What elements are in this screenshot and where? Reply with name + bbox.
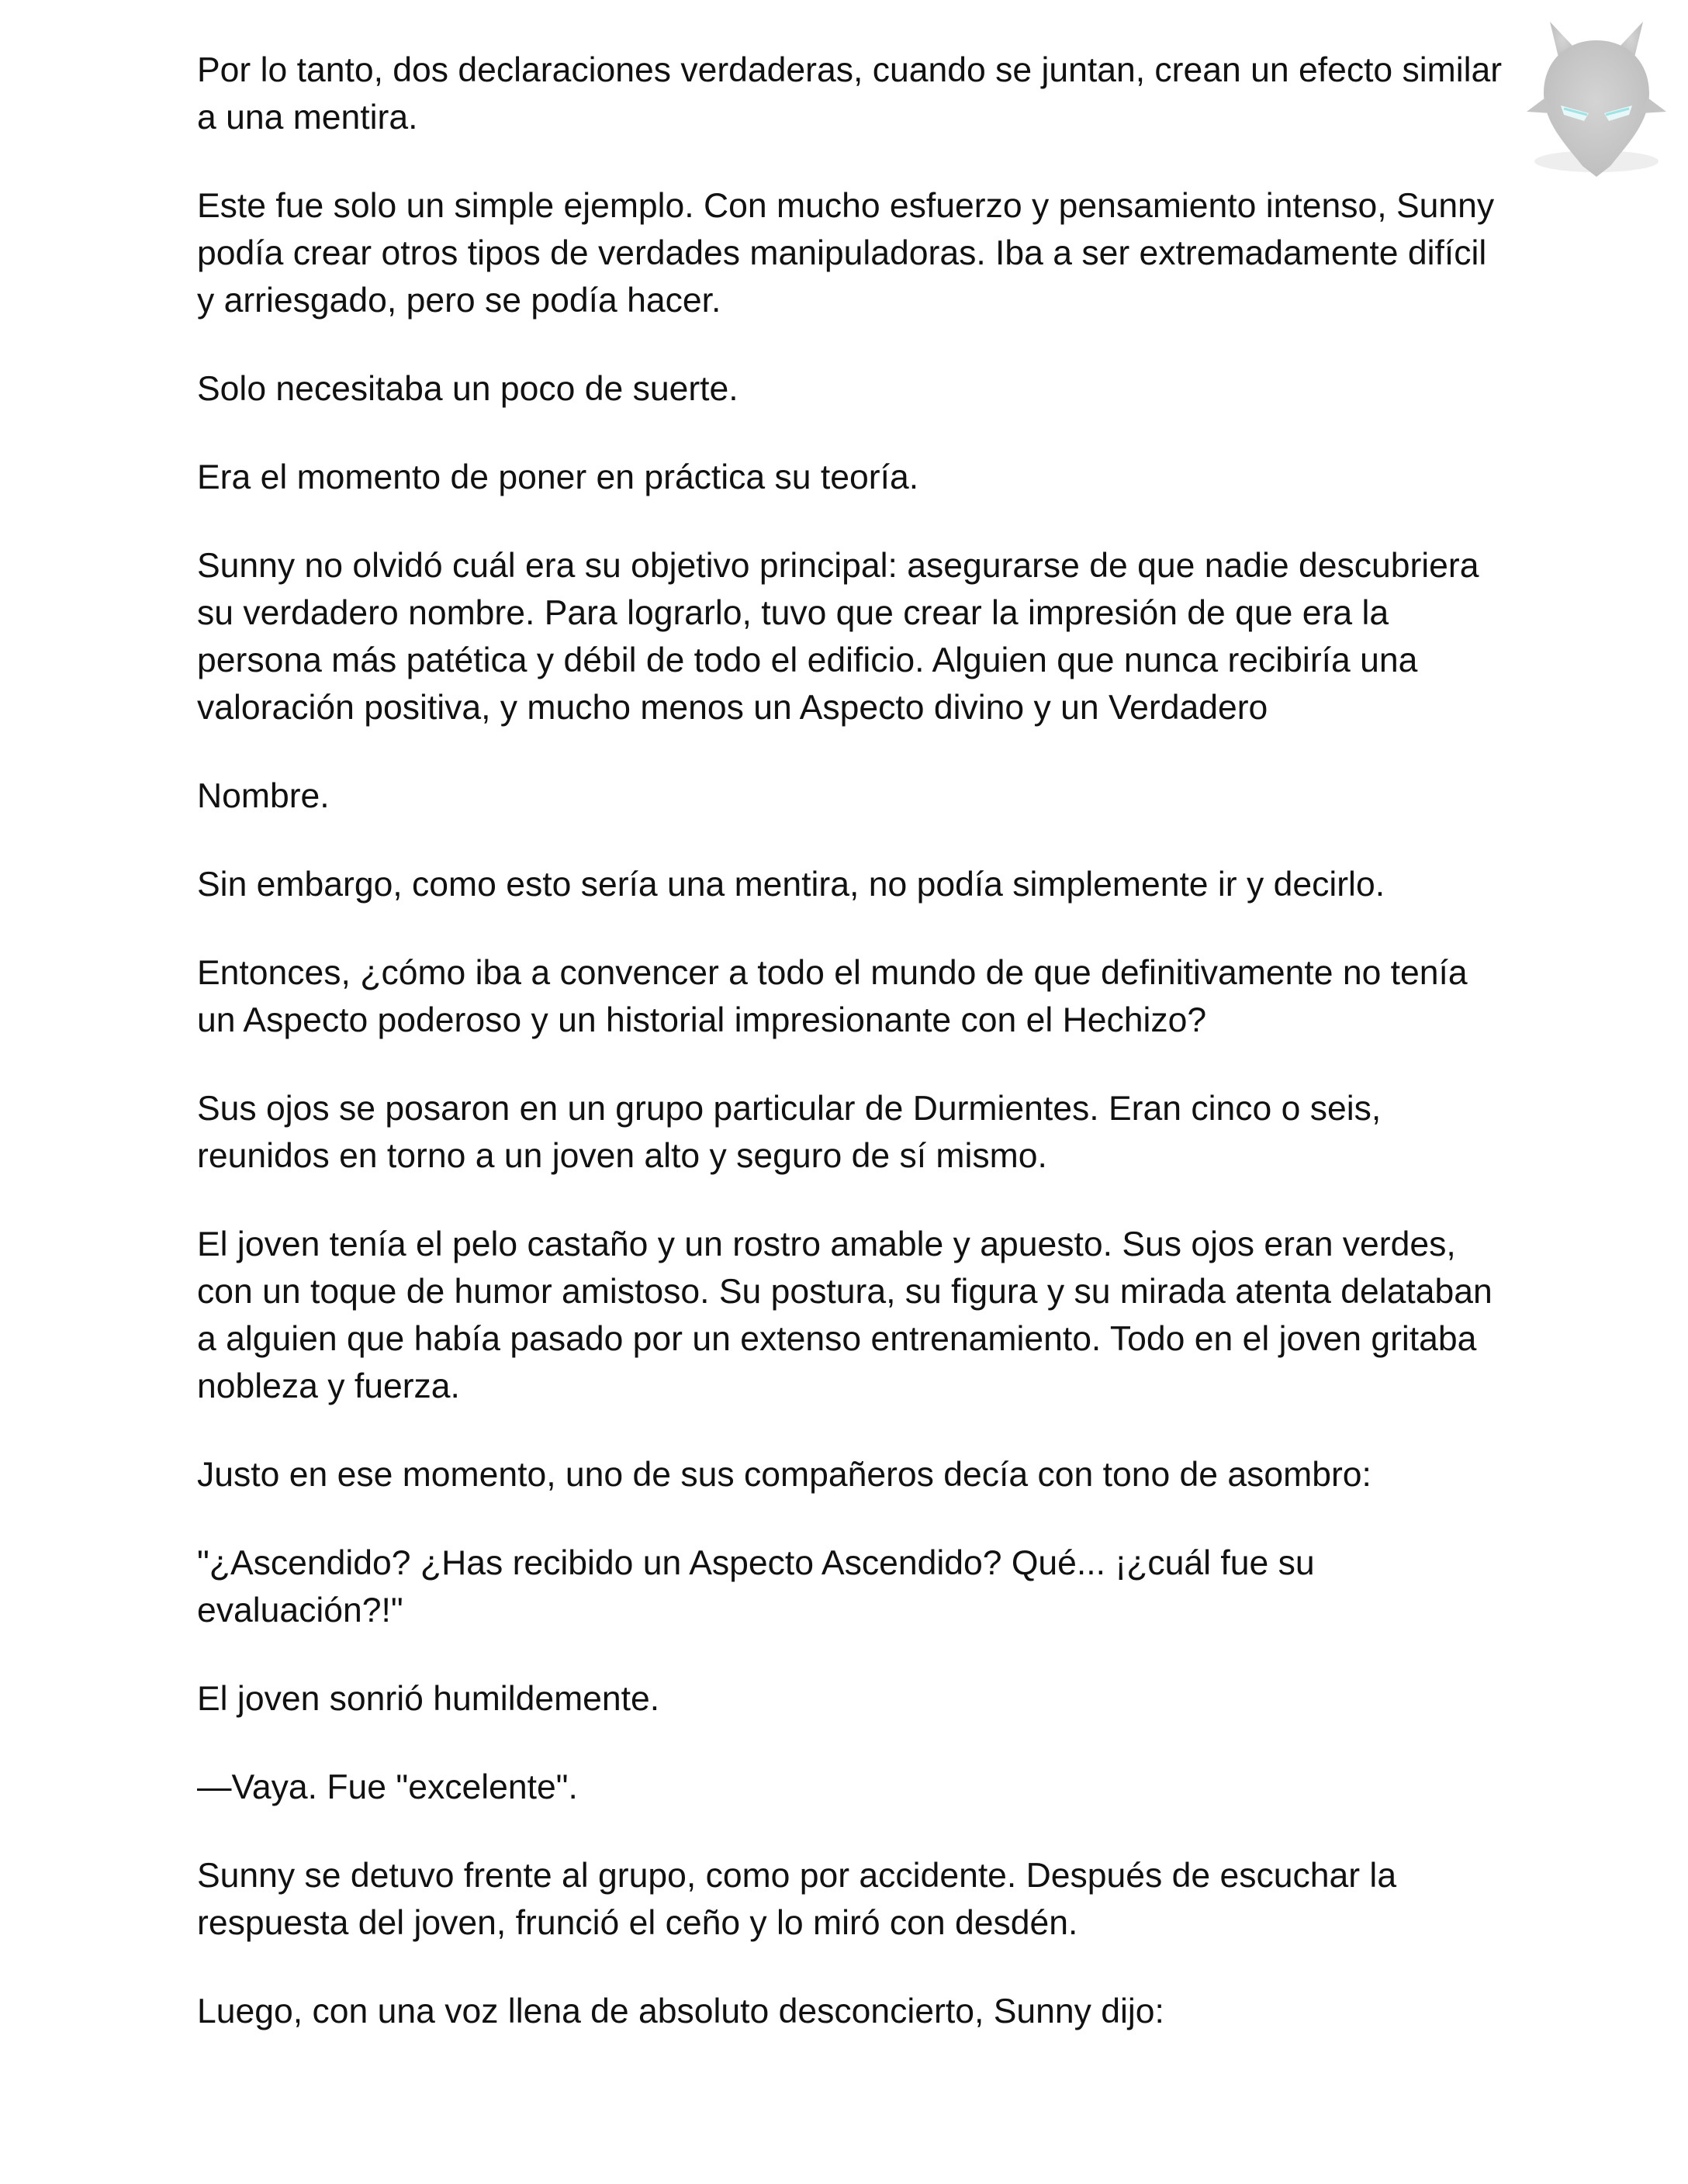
paragraph: Justo en ese momento, uno de sus compañeros decía con tono de asombro: bbox=[197, 1456, 1372, 1494]
demon-head-logo-icon bbox=[1519, 14, 1674, 185]
paragraph: Por lo tanto, dos declaraciones verdaderas, cuando se juntan, crean un efecto similar a una mentira. bbox=[197, 51, 1503, 136]
paragraph: Solo necesitaba un poco de suerte. bbox=[197, 370, 738, 408]
paragraph: Sus ojos se posaron en un grupo particular de Durmientes. Eran cinco o seis, reunidos en torno a un joven alto y seguro de sí mismo. bbox=[197, 1090, 1382, 1175]
paragraph: Nombre. bbox=[197, 777, 330, 815]
paragraph: Entonces, ¿cómo iba a convencer a todo el mundo de que definitivamente no tenía un Aspecto poderoso y un historial impresionante con el Hechizo? bbox=[197, 954, 1468, 1039]
paragraph: Luego, con una voz llena de absoluto desconcierto, Sunny dijo: bbox=[197, 1992, 1164, 2030]
paragraph: "¿Ascendido? ¿Has recibido un Aspecto Ascendido? Qué... ¡¿cuál fue su evaluación?!" bbox=[197, 1544, 1315, 1629]
paragraph: Era el momento de poner en práctica su teoría. bbox=[197, 458, 919, 496]
document-body bbox=[197, 47, 1508, 2076]
paragraph: Sunny se detuvo frente al grupo, como por accidente. Después de escuchar la respuesta del joven, frunció el ceño y lo miró con desdén. bbox=[197, 1857, 1397, 1942]
paragraph: Este fue solo un simple ejemplo. Con mucho esfuerzo y pensamiento intenso, Sunny podía crear otros tipos de verdades manipuladoras. Iba a ser extremadamente difícil y arriesgado, pero se podía hacer. bbox=[197, 187, 1495, 320]
paragraph: Sin embargo, como esto sería una mentira, no podía simplemente ir y decirlo. bbox=[197, 866, 1385, 904]
paragraph: Sunny no olvidó cuál era su objetivo principal: asegurarse de que nadie descubriera su verdadero nombre. Para lograrlo, tuvo que crear la impresión de que era la persona más patética y débil de todo el edificio. Alguien que nunca recibiría una valoración positiva, y mucho menos un Aspecto divino y un Verdadero bbox=[197, 547, 1479, 727]
paragraph: El joven tenía el pelo castaño y un rostro amable y apuesto. Sus ojos eran verdes, con un toque de humor amistoso. Su postura, su figura y su mirada atenta delataban a alguien que había pasado por un extenso entrenamiento. Todo en el joven gritaba nobleza y fuerza. bbox=[197, 1225, 1493, 1405]
paragraph: —Vaya. Fue "excelente". bbox=[197, 1768, 578, 1806]
paragraph: El joven sonrió humildemente. bbox=[197, 1680, 660, 1718]
